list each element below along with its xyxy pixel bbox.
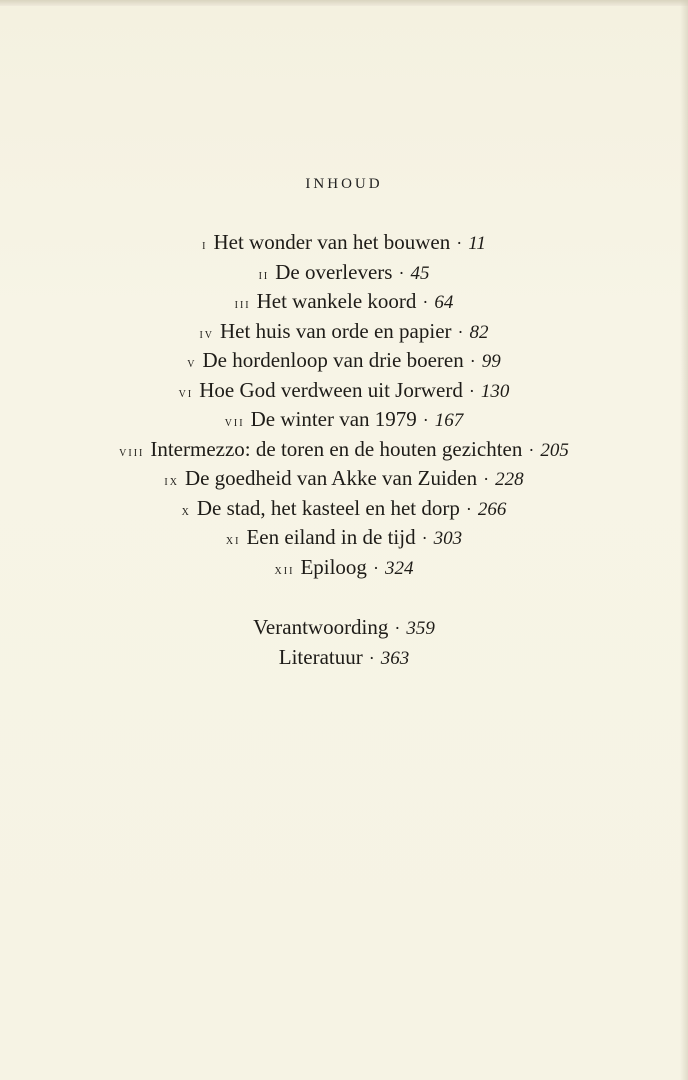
chapter-numeral: i bbox=[202, 238, 208, 253]
toc-entry bbox=[0, 464, 688, 494]
separator-dot: · bbox=[457, 321, 464, 342]
chapter-title: De overlevers bbox=[275, 259, 393, 284]
chapter-page-number: 99 bbox=[481, 351, 501, 372]
toc-entry bbox=[0, 553, 688, 583]
chapter-numeral: viii bbox=[119, 444, 145, 460]
chapter-title: Het wonder van het bouwen bbox=[213, 230, 451, 254]
chapter-numeral: v bbox=[187, 356, 197, 371]
chapter-title: De hordenloop van drie boeren bbox=[202, 348, 464, 372]
toc-entry-verantwoording bbox=[0, 612, 688, 642]
chapter-numeral: iv bbox=[199, 326, 215, 342]
toc-entry bbox=[0, 317, 688, 347]
separator-dot: · bbox=[469, 351, 476, 371]
chapter-page-number: 45 bbox=[410, 262, 430, 284]
separator-dot: · bbox=[422, 292, 429, 312]
chapter-numeral: xi bbox=[225, 533, 241, 548]
backmatter-page-number: 359 bbox=[406, 618, 435, 639]
toc-entry bbox=[0, 228, 688, 258]
chapter-title: Het huis van orde en papier bbox=[220, 318, 452, 343]
chapter-title: Intermezzo: de toren en de houten gezichten bbox=[150, 436, 523, 461]
separator-dot: · bbox=[468, 380, 475, 401]
separator-dot: · bbox=[368, 648, 375, 668]
toc-entry bbox=[0, 405, 688, 435]
chapter-page-number: 266 bbox=[477, 498, 507, 520]
chapter-page-number: 303 bbox=[433, 528, 463, 549]
chapter-title: De winter van 1979 bbox=[250, 407, 417, 431]
chapter-title: De stad, het kasteel en het dorp bbox=[196, 495, 460, 520]
toc-entry bbox=[0, 376, 688, 406]
page-top-edge bbox=[0, 0, 688, 6]
chapter-page-number: 11 bbox=[468, 233, 486, 254]
separator-dot: · bbox=[398, 262, 405, 283]
toc-entry bbox=[0, 287, 688, 317]
separator-dot: · bbox=[483, 469, 490, 489]
chapter-page-number: 64 bbox=[434, 292, 454, 313]
chapter-page-number: 205 bbox=[540, 439, 569, 461]
chapter-numeral: vi bbox=[178, 385, 194, 401]
separator-dot: · bbox=[465, 498, 472, 519]
backmatter-title: Literatuur bbox=[278, 645, 363, 669]
backmatter-title: Verantwoording bbox=[253, 615, 389, 639]
chapter-page-number: 167 bbox=[434, 410, 464, 431]
chapter-page-number: 130 bbox=[480, 380, 510, 402]
chapter-page-number: 82 bbox=[469, 321, 489, 343]
chapter-page-number: 324 bbox=[384, 557, 414, 579]
backmatter-page-number: 363 bbox=[380, 648, 410, 669]
separator-dot: · bbox=[422, 410, 429, 430]
chapter-title: Epiloog bbox=[300, 554, 367, 579]
toc-entry bbox=[0, 346, 688, 376]
chapter-page-number: 228 bbox=[495, 469, 524, 490]
chapter-numeral: xii bbox=[274, 562, 295, 578]
toc-entry bbox=[0, 258, 688, 288]
backmatter-list bbox=[0, 612, 688, 672]
chapter-numeral: ii bbox=[258, 267, 270, 283]
chapter-title: Een eiland in de tijd bbox=[246, 525, 416, 549]
chapter-numeral: x bbox=[181, 503, 191, 519]
separator-dot: · bbox=[394, 618, 401, 638]
toc-entry bbox=[0, 494, 688, 524]
toc-entry-literatuur bbox=[0, 642, 688, 672]
toc-entry bbox=[0, 435, 688, 465]
chapter-title: Het wankele koord bbox=[256, 289, 417, 313]
toc-entry bbox=[0, 523, 688, 553]
separator-dot: · bbox=[421, 528, 428, 548]
toc-heading: INHOUD bbox=[305, 176, 383, 192]
chapter-list bbox=[0, 228, 688, 582]
separator-dot: · bbox=[528, 439, 535, 460]
chapter-numeral: ix bbox=[164, 474, 179, 489]
chapter-title: De goedheid van Akke van Zuiden bbox=[184, 466, 478, 490]
chapter-numeral: iii bbox=[234, 297, 251, 312]
separator-dot: · bbox=[372, 557, 379, 578]
separator-dot: · bbox=[456, 233, 463, 253]
chapter-numeral: vii bbox=[224, 415, 245, 430]
chapter-title: Hoe God verdween uit Jorwerd bbox=[199, 377, 463, 402]
